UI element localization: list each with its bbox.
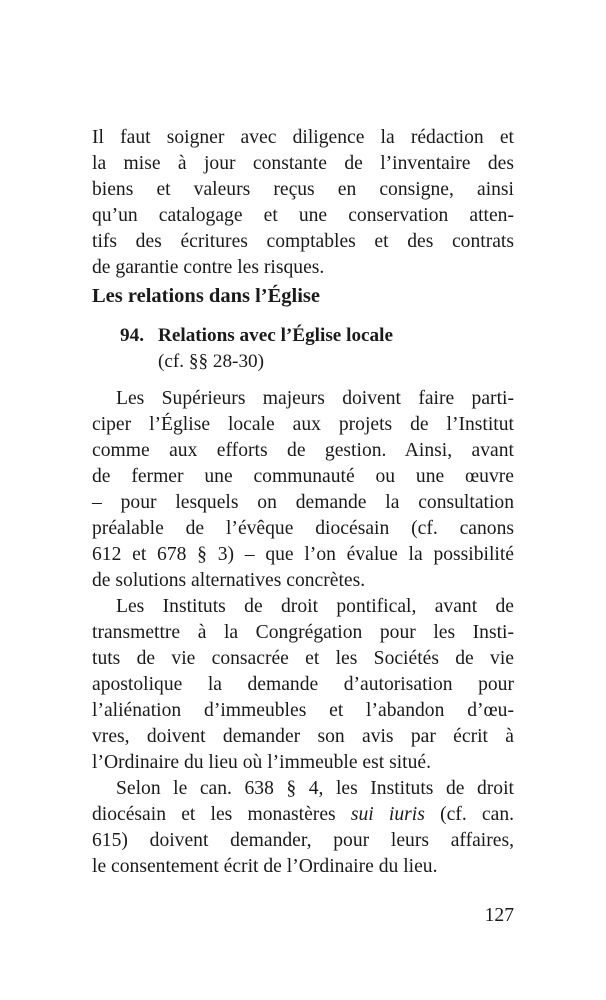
text-line: l’aliénation d’immeubles et l’abandon d’œu- <box>92 700 514 721</box>
text-line: 612 et 678 § 3) – que l’on évalue la possibilité <box>92 544 514 565</box>
subsection-reference: (cf. §§ 28-30) <box>158 351 265 372</box>
text-line: apostolique la demande d’autorisation pour <box>92 674 514 695</box>
text-line: de garantie contre les risques. <box>92 257 325 278</box>
text-line: ciper l’Église locale aux projets de l’Institut <box>92 414 514 435</box>
text-line: biens et valeurs reçus en consigne, ainsi <box>92 179 514 200</box>
text-line: tifs des écritures comptables et des contrats <box>92 231 514 252</box>
text-line: 615) doivent demander, pour leurs affaires, <box>92 830 514 851</box>
subsection-number: 94. <box>120 325 144 346</box>
text-line: Selon le can. 638 § 4, les Instituts de droit <box>116 778 514 799</box>
subsection-header <box>120 323 514 375</box>
text-line: qu’un catalogage et une conservation atten- <box>92 205 514 226</box>
text-line: transmettre à la Congrégation pour les Insti- <box>92 622 514 643</box>
text-line: l’Ordinaire du lieu où l’immeuble est situé. <box>92 752 431 773</box>
text-line: Les Instituts de droit pontifical, avant de <box>116 596 514 617</box>
subsection-title-line <box>120 323 514 349</box>
intro-paragraph <box>92 125 514 281</box>
text-line: – pour lesquels on demande la consultation <box>92 492 514 513</box>
text-segment: (cf. can. <box>424 804 515 825</box>
text-line: de solutions alternatives concrètes. <box>92 570 366 591</box>
paragraph-2 <box>92 594 514 776</box>
text-line: tuts de vie consacrée et les Sociétés de vie <box>92 648 514 669</box>
book-page <box>92 0 514 1000</box>
text-line: Il faut soigner avec diligence la rédaction et <box>92 127 514 148</box>
text-line: de fermer une communauté ou une œuvre <box>92 466 514 487</box>
text-line-with-italic <box>92 802 514 828</box>
text-line: vres, doivent demander son avis par écrit à <box>92 726 514 747</box>
page-number: 127 <box>484 905 514 926</box>
text-line: Les Supérieurs majeurs doivent faire parti- <box>116 388 514 409</box>
text-line: comme aux efforts de gestion. Ainsi, avant <box>92 440 514 461</box>
paragraph-3 <box>92 776 514 880</box>
text-line: le consentement écrit de l’Ordinaire du lieu. <box>92 856 438 877</box>
paragraph-1 <box>92 386 514 594</box>
italic-term: sui iuris <box>350 804 425 825</box>
section-heading: Les relations dans l’Église <box>92 285 320 307</box>
text-line: préalable de l’évêque diocésain (cf. canons <box>92 518 514 539</box>
text-line: la mise à jour constante de l’inventaire des <box>92 153 514 174</box>
subsection-title: Relations avec l’Église locale <box>158 325 394 346</box>
text-segment: diocésain et les monastères <box>92 804 351 825</box>
